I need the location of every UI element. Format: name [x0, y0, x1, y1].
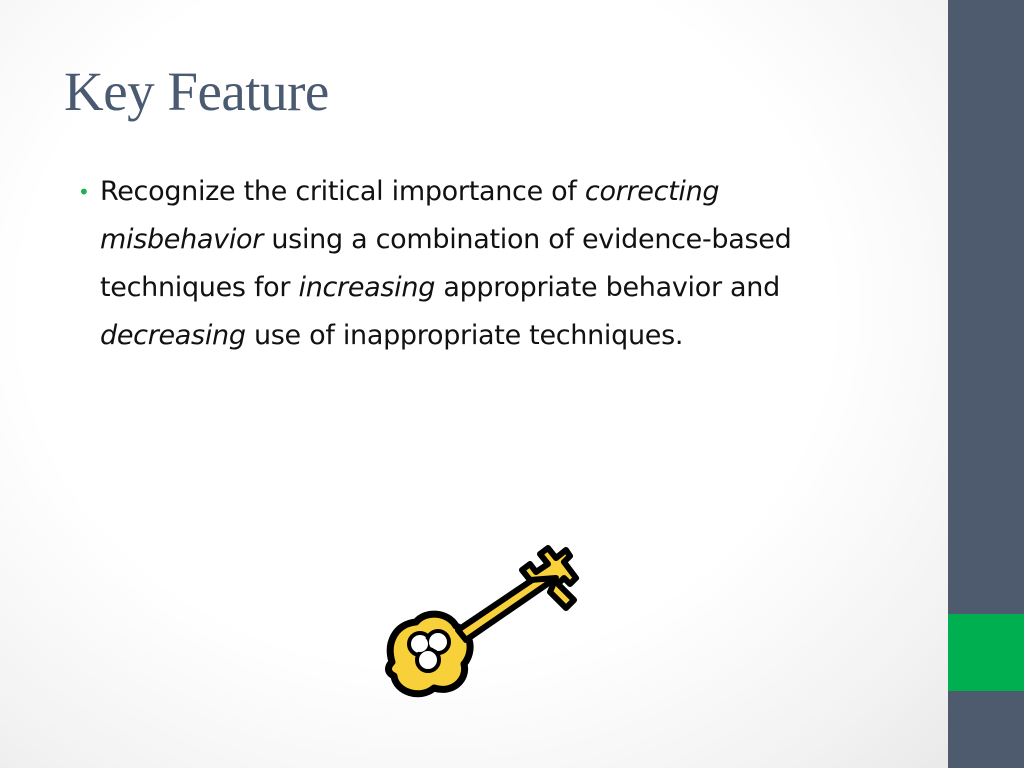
slide-body	[78, 168, 868, 360]
key-bow	[389, 614, 471, 694]
slide-title: Key Feature	[64, 61, 329, 122]
bullet-text-part: using a combination of evidence-based techniques for	[100, 224, 792, 303]
bullet-text-emphasis: increasing	[298, 272, 436, 303]
bullet-text-part: appropriate behavior and	[435, 272, 780, 303]
bullet-text-emphasis: correcting misbehavior	[100, 176, 720, 255]
bullet-marker: •	[78, 180, 90, 204]
key-icon	[380, 534, 596, 704]
bullet-text-emphasis: decreasing	[100, 320, 246, 351]
side-accent-block	[948, 614, 1024, 691]
bullet-item	[78, 168, 868, 360]
bullet-text-part: Recognize the critical importance of	[100, 176, 585, 207]
bullet-text-part: use of inappropriate techniques.	[245, 320, 684, 351]
bullet-text	[100, 168, 868, 360]
